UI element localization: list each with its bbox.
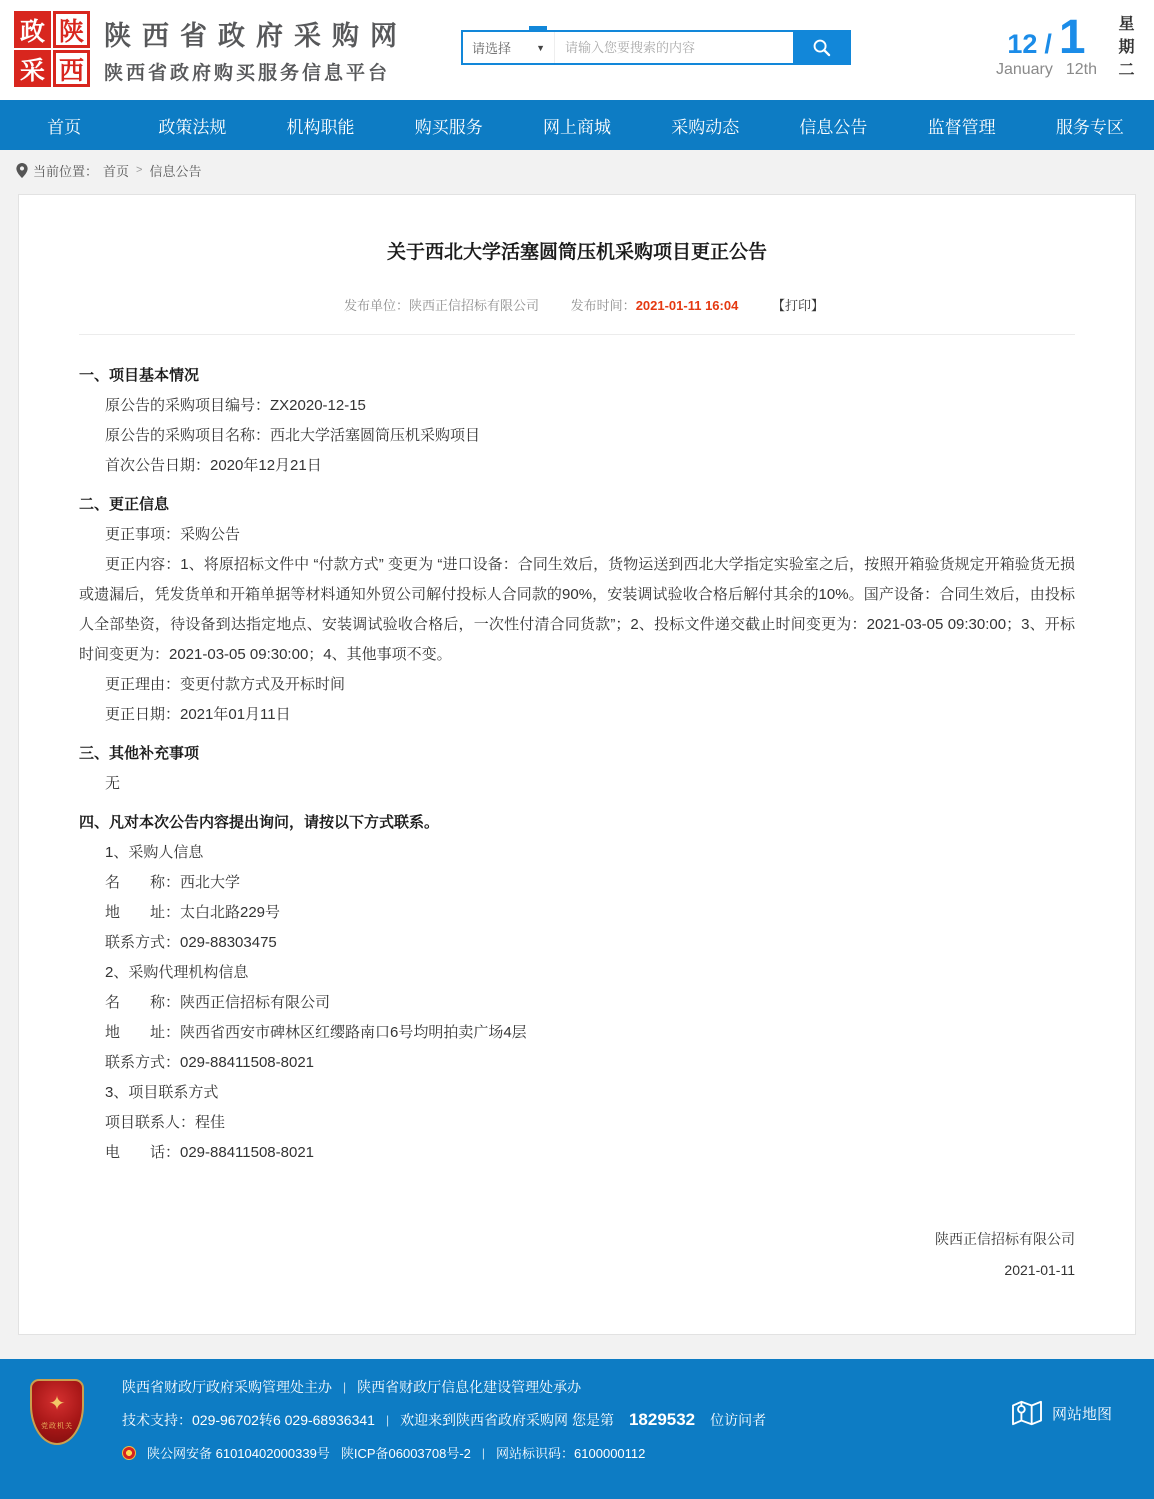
icp-beian-link[interactable]: 陕ICP备06003708号-2: [340, 1446, 471, 1461]
nav-item-home[interactable]: 首页: [47, 117, 82, 137]
seal-char: 西: [53, 50, 90, 87]
footer-undertaker: 陕西省财政厅信息化建设管理处承办: [357, 1379, 582, 1395]
body-line: 原公告的采购项目编号：ZX2020-12-15: [105, 397, 366, 414]
date-weekday: 星期二: [1116, 15, 1133, 84]
body-line: 无: [105, 775, 121, 792]
signature-company: 陕西正信招标有限公司: [935, 1231, 1075, 1247]
visitor-count: 1829532: [628, 1410, 696, 1429]
location-pin-icon: [16, 163, 28, 178]
article-meta: [79, 295, 1075, 335]
footer-line-2: [122, 1410, 766, 1430]
signature-block: [79, 1224, 1075, 1286]
article-body: [79, 361, 1075, 1168]
correction-paragraph: 更正内容：1、将原招标文件中 “付款方式” 变更为 “进口设备：合同生效后，货物运送到西北大学指定实验室之后，按照开箱验货规定开箱验货无损或遗漏后，凭发货单和开箱单据等材料通知外贸公司解付投标人合同款的90%，安装调试验收合格后解付其余的10%。国产设备：合同生效后，由投标人全部垫资，待设备到达指定地点、安装调试验收合格后，一次性付清合同货款”；2、投标文件递交截止时间变更为：2021-03-05 09:30:00；3、开标时间变更为：2021-03-05 09:30:00；4、其他事项不变。: [79, 556, 1075, 663]
search-bar: [461, 30, 851, 65]
print-button[interactable]: 【打印】: [771, 298, 824, 313]
publish-time-value: 2021-01-11 16:04: [635, 298, 739, 313]
announcement-panel: [18, 194, 1136, 1335]
breadcrumb-separator: >: [136, 164, 143, 176]
nav-item-announcements[interactable]: 信息公告: [799, 117, 868, 137]
breadcrumb-label: 当前位置：: [33, 163, 99, 179]
body-line: 名 称：西北大学: [105, 874, 241, 891]
body-line: 联系方式：029-88303475: [105, 934, 277, 951]
body-line: 原公告的采购项目名称：西北大学活塞圆筒压机采购项目: [105, 427, 481, 444]
police-badge-icon: [122, 1446, 136, 1460]
body-line: 更正事项：采购公告: [105, 526, 241, 543]
section-heading: 一、项目基本情况: [79, 367, 200, 384]
badge-label: 党政机关: [41, 1422, 73, 1430]
seal-char: 采: [14, 50, 51, 87]
body-line: 名 称：陕西正信招标有限公司: [105, 994, 331, 1011]
date-month: 12: [1007, 29, 1038, 59]
body-line: 地 址：陕西省西安市碑林区红缨路南口6号均明拍卖广场4层: [105, 1024, 527, 1041]
footer-welcome: 欢迎来到陕西省政府采购网 您是第: [400, 1412, 614, 1428]
nav-item-service-zone[interactable]: 服务专区: [1055, 117, 1124, 137]
page-title: 关于西北大学活塞圆筒压机采购项目更正公告: [386, 242, 767, 263]
nav-item-procurement-news[interactable]: 采购动态: [671, 117, 740, 137]
date-month-en: January: [995, 61, 1053, 78]
search-select-label: 请选择: [472, 41, 512, 56]
body-line: 电 话：029-88411508-8021: [105, 1144, 315, 1161]
footer-tech-support: 技术支持：029-96702转6 029-68936341: [122, 1412, 375, 1428]
body-line: 项目联系人：程佳: [105, 1114, 226, 1131]
body-line: 地 址：太白北路229号: [105, 904, 281, 921]
search-tab-decoration: [529, 26, 547, 31]
nav-item-purchase-service[interactable]: 购买服务: [414, 117, 483, 137]
date-widget: [996, 10, 1136, 84]
date-slash: /: [1044, 29, 1052, 59]
nav-item-supervision[interactable]: 监督管理: [927, 117, 996, 137]
footer-sponsor: 陕西省财政厅政府采购管理处主办: [122, 1379, 332, 1395]
seal-char: 政: [14, 11, 51, 48]
search-input[interactable]: [555, 32, 793, 63]
site-header: [0, 0, 1154, 100]
signature-date: 2021-01-11: [1004, 1262, 1075, 1278]
body-line: 1、采购人信息: [105, 844, 204, 861]
site-logo[interactable]: [14, 11, 408, 87]
gov-badge-icon: [30, 1379, 84, 1445]
search-button[interactable]: [793, 32, 849, 63]
breadcrumb-current[interactable]: 信息公告: [149, 163, 202, 179]
nav-item-online-mall[interactable]: 网上商城: [542, 117, 611, 137]
footer-line-3: [122, 1443, 766, 1462]
nav-item-functions[interactable]: 机构职能: [286, 117, 355, 137]
publisher-label: 发布单位：: [344, 298, 410, 313]
nav-item-policies[interactable]: 政策法规: [158, 117, 227, 137]
search-icon: [812, 38, 831, 57]
body-line: 更正日期：2021年01月11日: [105, 706, 291, 723]
breadcrumb: [0, 150, 1154, 190]
footer-visitor-suffix: 位访问者: [710, 1412, 767, 1428]
breadcrumb-home-link[interactable]: 首页: [103, 163, 130, 179]
main-nav: [0, 100, 1154, 150]
publish-time-label: 发布时间：: [570, 298, 636, 313]
site-subtitle: 陕西省政府购买服务信息平台: [104, 62, 391, 84]
section-heading: 四、凡对本次公告内容提出询问，请按以下方式联系。: [79, 814, 440, 831]
body-line: 首次公告日期：2020年12月21日: [105, 457, 322, 474]
footer-separator: |: [385, 1413, 390, 1427]
chevron-down-icon: ▼: [536, 42, 545, 53]
site-code: 网站标识码：6100000112: [496, 1446, 646, 1461]
sitemap-label: 网站地图: [1051, 1405, 1112, 1423]
date-day-en: 12th: [1065, 61, 1097, 78]
body-line: 3、项目联系方式: [105, 1084, 219, 1101]
section-heading: 三、其他补充事项: [79, 745, 200, 762]
date-day: 1: [1058, 11, 1086, 64]
map-icon: [1011, 1399, 1043, 1427]
body-line: 2、采购代理机构信息: [105, 964, 249, 981]
seal-logo-icon: [14, 11, 90, 87]
badge-emblem-icon: ✦: [48, 1392, 66, 1415]
body-line: 更正理由：变更付款方式及开标时间: [105, 676, 346, 693]
site-title: 陕西省政府采购网: [104, 20, 408, 51]
footer-separator: |: [343, 1380, 347, 1394]
seal-char: 陕: [53, 11, 90, 48]
footer-line-1: [122, 1377, 766, 1397]
police-beian-link[interactable]: 陕公网安备 61010402000339号: [147, 1446, 330, 1461]
footer-separator: |: [481, 1445, 486, 1460]
site-footer: [0, 1359, 1154, 1499]
search-category-select[interactable]: [463, 32, 555, 63]
body-line: 联系方式：029-88411508-8021: [105, 1054, 315, 1071]
section-heading: 二、更正信息: [79, 496, 170, 513]
publisher-value: 陕西正信招标有限公司: [409, 298, 540, 313]
sitemap-link[interactable]: [1011, 1399, 1112, 1427]
